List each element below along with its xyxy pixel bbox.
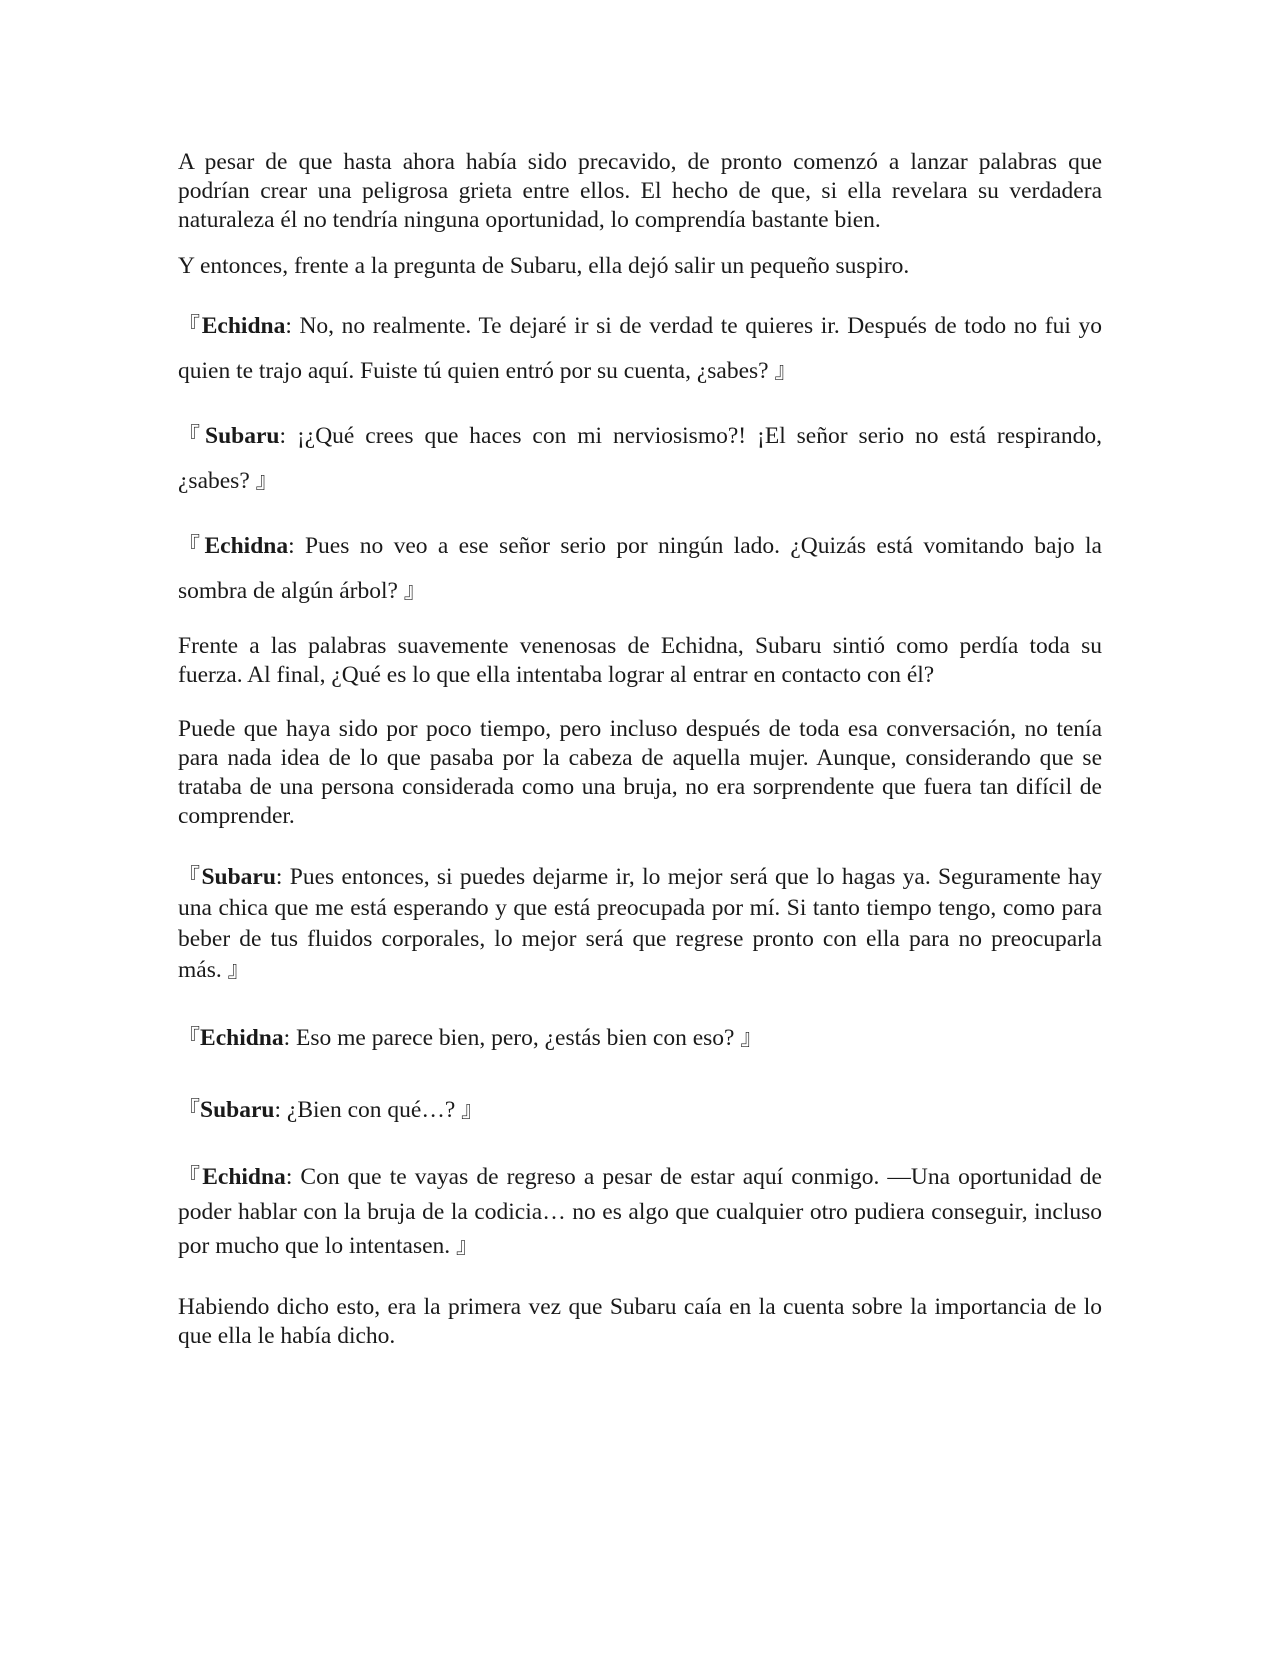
open-bracket: 『 bbox=[178, 1165, 203, 1190]
dialogue-text: : ¿Bien con qué…? bbox=[274, 1097, 462, 1123]
paragraph-4: Puede que haya sido por poco tiempo, pero incluso después de toda esa conversación, no tenía para nada idea de lo que pasaba por la cabeza de aquella mujer. Aunque, considerando que se trataba de una persona considerada como una bruja, no era sorprendente que fuera tan difícil de comprender. bbox=[178, 716, 1102, 829]
speaker-name: Echidna bbox=[204, 533, 289, 559]
close-bracket: 』 bbox=[461, 1098, 484, 1123]
open-bracket: 『 bbox=[178, 1026, 201, 1051]
dialogue-text: : Con que te vayas de regreso a pesar de estar aquí conmigo. —Una oportunidad de poder hablar con la bruja de la codicia… no es algo que cualquier otro pudiera conseguir, incluso por mucho que lo intentasen. bbox=[178, 1164, 1102, 1259]
paragraph-2: Y entonces, frente a la pregunta de Subaru, ella dejó salir un pequeño suspiro. bbox=[178, 253, 910, 279]
speaker-name: Subaru bbox=[201, 864, 276, 890]
dialogue-1 bbox=[178, 304, 1102, 394]
dialogue-2 bbox=[178, 414, 1102, 504]
dialogue-text: : Eso me parece bien, pero, ¿estás bien con eso? bbox=[283, 1025, 741, 1051]
open-bracket: 『 bbox=[178, 314, 202, 339]
paragraph-1: A pesar de que hasta ahora había sido precavido, de pronto comenzó a lanzar palabras que podrían crear una peligrosa grieta entre ellos. El hecho de que, si ella revelara su verdadera naturaleza él no tendría ninguna oportunidad, lo comprendía bastante bien. bbox=[178, 149, 1102, 233]
dialogue-3 bbox=[178, 524, 1102, 614]
speaker-name: Subaru bbox=[205, 423, 280, 449]
dialogue-5 bbox=[178, 1016, 1102, 1061]
dialogue-6 bbox=[178, 1088, 1102, 1133]
paragraph-3: Frente a las palabras suavemente venenosas de Echidna, Subaru sintió como perdía toda su fuerza. Al final, ¿Qué es lo que ella intentaba lograr al entrar en contacto con él? bbox=[178, 633, 1102, 688]
dialogue-4 bbox=[178, 862, 1102, 986]
dialogue-text: : ¡¿Qué crees que haces con mi nerviosismo?! ¡El señor serio no está respirando, ¿sabes? bbox=[178, 423, 1102, 494]
dialogue-text: : No, no realmente. Te dejaré ir si de verdad te quieres ir. Después de todo no fui yo quien te trajo aquí. Fuiste tú quien entró por su cuenta, ¿sabes? bbox=[178, 313, 1102, 384]
close-bracket: 』 bbox=[255, 469, 278, 494]
paragraph-5: Habiendo dicho esto, era la primera vez que Subaru caía en la cuenta sobre la importancia de lo que ella le había dicho. bbox=[178, 1294, 1102, 1349]
open-bracket: 『 bbox=[178, 534, 205, 559]
speaker-name: Echidna bbox=[200, 1025, 284, 1051]
close-bracket: 』 bbox=[456, 1234, 479, 1259]
close-bracket: 』 bbox=[403, 579, 426, 604]
open-bracket: 『 bbox=[178, 1098, 201, 1123]
close-bracket: 』 bbox=[740, 1026, 763, 1051]
dialogue-text: : Pues entonces, si puedes dejarme ir, lo mejor será que lo hagas ya. Seguramente hay una chica que me está esperando y que está preocupada por mí. Si tanto tiempo tengo, como para beber de tus fluidos corporales, lo mejor será que regrese pronto con ella para no preocuparla más. bbox=[178, 864, 1102, 983]
speaker-name: Echidna bbox=[201, 313, 286, 339]
speaker-name: Subaru bbox=[200, 1097, 275, 1123]
close-bracket: 』 bbox=[774, 359, 797, 384]
speaker-name: Echidna bbox=[202, 1164, 286, 1190]
close-bracket: 』 bbox=[227, 958, 250, 983]
dialogue-7 bbox=[178, 1160, 1102, 1264]
open-bracket: 『 bbox=[178, 424, 206, 449]
dialogue-text: : Pues no veo a ese señor serio por ningún lado. ¿Quizás está vomitando bajo la sombra de algún árbol? bbox=[178, 533, 1102, 604]
open-bracket: 『 bbox=[178, 865, 202, 890]
